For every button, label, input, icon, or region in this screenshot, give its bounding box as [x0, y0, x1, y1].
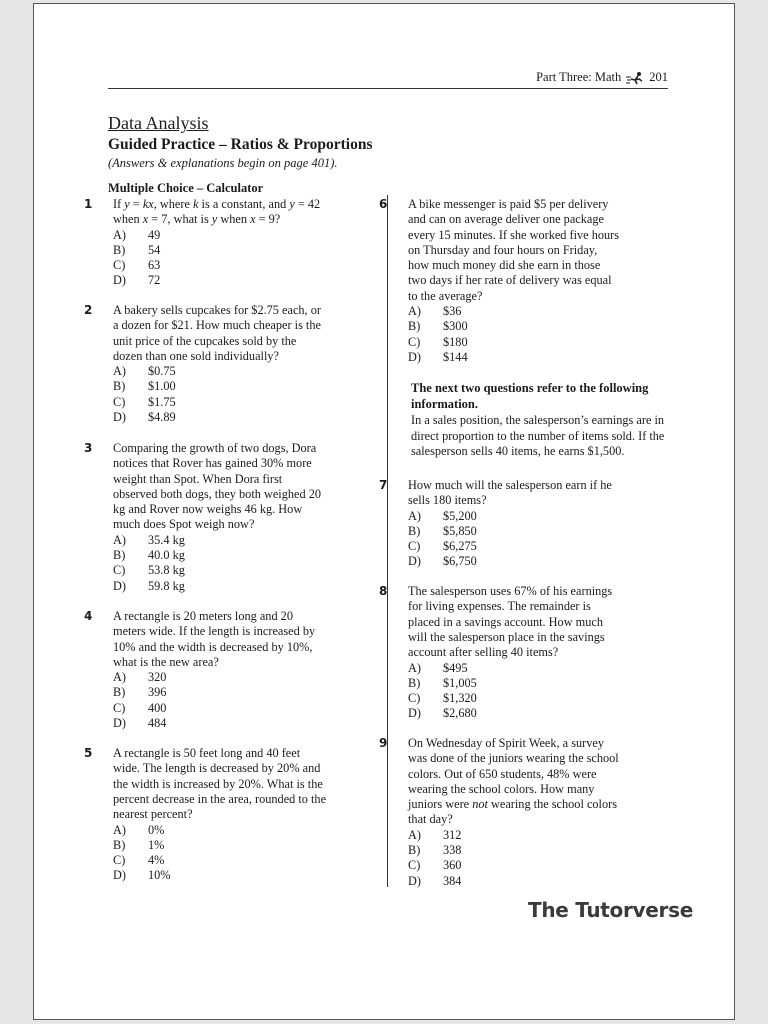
choice-value: $6,275 [443, 539, 477, 554]
stem-line: unit price of the cupcakes sold by the [113, 333, 297, 348]
answer-choice [113, 838, 171, 853]
choice-letter: A) [113, 227, 126, 242]
choice-value: $180 [443, 334, 468, 349]
choice-value: 72 [148, 273, 161, 288]
info-text: In a sales position, the salesperson’s earnings are in direct proportion to the number of items sold. If the salesperson sells 40 items, he earns $1,500. [411, 413, 665, 459]
choice-value: 10% [148, 868, 171, 883]
answer-choices [408, 509, 477, 570]
question-stem [408, 736, 619, 828]
choice-letter: D) [113, 578, 126, 593]
stem-line: A bike messenger is paid $5 per delivery [408, 197, 609, 211]
stem-line: meters wide. If the length is increased by [113, 624, 316, 639]
choice-value: 396 [148, 685, 167, 700]
question-stem [408, 584, 612, 660]
stem-line: every 15 minutes. If she worked five hours [408, 227, 620, 242]
choice-letter: A) [408, 304, 421, 319]
answer-choices [408, 661, 477, 722]
answer-choice [408, 843, 461, 858]
choice-value: $0.75 [148, 364, 176, 379]
question-stem [113, 441, 321, 533]
choice-letter: B) [113, 242, 126, 257]
answers-note: (Answers & explanations begin on page 401). [108, 156, 338, 170]
question-number: 9 [379, 736, 388, 750]
page-number: 201 [649, 70, 668, 84]
subtitle: Guided Practice – Ratios & Proportions [108, 136, 373, 153]
choice-value: 1% [148, 837, 165, 852]
question-number: 1 [84, 197, 93, 211]
answer-choice [408, 828, 461, 843]
answer-choice [113, 868, 171, 883]
answer-choice [113, 243, 160, 258]
document-page [33, 3, 735, 1020]
answer-choice [408, 335, 468, 350]
choice-letter: C) [408, 539, 421, 554]
info-heading: The next two questions refer to the following information. [411, 381, 649, 411]
answer-choice [408, 539, 477, 554]
running-header [536, 70, 668, 85]
answer-choices [408, 828, 461, 889]
choice-value: 59.8 kg [148, 578, 185, 593]
answer-choice [408, 661, 477, 676]
choice-letter: C) [408, 691, 421, 706]
stem-line: that day? [408, 812, 453, 827]
choice-value: $1.75 [148, 394, 176, 409]
stem-line: placed in a savings account. How much [408, 614, 603, 629]
choice-value: $2,680 [443, 706, 477, 721]
stem-line: weight than Spot. When Dora first [113, 471, 283, 486]
choice-value: $144 [443, 349, 468, 364]
answer-choice [113, 364, 176, 379]
choice-letter: D) [113, 410, 126, 425]
choice-letter: A) [113, 364, 126, 379]
question-number: 4 [84, 609, 93, 623]
answer-choice [408, 554, 477, 569]
choice-value: 53.8 kg [148, 563, 185, 578]
choice-letter: A) [408, 827, 421, 842]
answer-choice [113, 670, 166, 685]
choice-value: $1,320 [443, 691, 477, 706]
choice-value: 40.0 kg [148, 548, 185, 563]
answer-choice [408, 350, 468, 365]
answer-choice [408, 691, 477, 706]
choice-letter: D) [408, 349, 421, 364]
choice-letter: D) [408, 554, 421, 569]
choice-value: $4.89 [148, 410, 176, 425]
stem-line: dozen than one sold individually? [113, 348, 279, 363]
question-stem [113, 303, 321, 364]
choice-letter: C) [113, 394, 126, 409]
choice-value: 35.4 kg [148, 532, 185, 547]
choice-value: $1,005 [443, 675, 477, 690]
answer-choices [113, 823, 171, 884]
stem-line: wearing the school colors. How many [408, 781, 595, 796]
stem-line: and can on average deliver one package [408, 212, 604, 227]
choice-value: 338 [443, 843, 462, 858]
stem-line: notices that Rover has gained 30% more [113, 456, 312, 471]
question-number: 3 [84, 441, 93, 455]
question-number: 7 [379, 478, 388, 492]
answer-choice [408, 676, 477, 691]
answer-choice [113, 823, 171, 838]
question-stem [113, 609, 315, 670]
column-divider [387, 195, 388, 887]
stem-line: was done of the juniors wearing the school [408, 751, 619, 766]
choice-value: $300 [443, 319, 468, 334]
choice-value: 63 [148, 258, 161, 273]
stem-line: colors. Out of 650 students, 48% were [408, 766, 597, 781]
choice-letter: D) [408, 873, 421, 888]
choice-letter: C) [113, 853, 126, 868]
choice-value: $5,850 [443, 523, 477, 538]
answer-choice [408, 858, 461, 873]
choice-value: 0% [148, 822, 165, 837]
choice-letter: B) [113, 685, 126, 700]
choice-letter: B) [408, 319, 421, 334]
choice-value: 4% [148, 853, 165, 868]
answer-choice [113, 273, 160, 288]
answer-choice [113, 853, 171, 868]
choice-letter: C) [408, 858, 421, 873]
question-stem [408, 197, 619, 304]
choice-letter: C) [113, 700, 126, 715]
answer-choice [113, 228, 160, 243]
answer-choice [113, 563, 185, 578]
stem-line: the width is increased by 20%. What is the [113, 776, 323, 791]
choice-letter: A) [113, 670, 126, 685]
answer-choice [113, 579, 185, 594]
choice-letter: A) [408, 660, 421, 675]
multiple-choice-heading: Multiple Choice – Calculator [108, 181, 264, 195]
header-rule [108, 88, 668, 89]
stem-line: A rectangle is 50 feet long and 40 feet [113, 746, 301, 760]
stem-line: two days if her rate of delivery was equal [408, 273, 612, 288]
question-number: 2 [84, 303, 93, 317]
choice-letter: B) [408, 523, 421, 538]
answer-choice [113, 258, 160, 273]
runner-icon [625, 71, 645, 85]
answer-choices [113, 533, 185, 594]
answer-choice [113, 379, 176, 394]
choice-value: 49 [148, 227, 161, 242]
choice-letter: D) [113, 716, 126, 731]
answer-choices [113, 670, 166, 731]
answer-choice [408, 874, 461, 889]
choice-value: 312 [443, 827, 462, 842]
choice-letter: D) [113, 273, 126, 288]
running-title: Part Three: Math [536, 70, 622, 84]
choice-value: $36 [443, 304, 462, 319]
question-number: 6 [379, 197, 388, 211]
answer-choices [113, 228, 160, 289]
stem-line: On Wednesday of Spirit Week, a survey [408, 736, 604, 750]
choice-value: $495 [443, 660, 468, 675]
choice-letter: D) [113, 868, 126, 883]
answer-choice [113, 548, 185, 563]
choice-value: 320 [148, 670, 167, 685]
answer-choice [113, 685, 166, 700]
question-stem [408, 478, 612, 509]
stem-line: percent decrease in the area, rounded to the [113, 791, 327, 806]
stem-line: what is the new area? [113, 654, 219, 669]
choice-letter: A) [113, 822, 126, 837]
choice-value: $5,200 [443, 508, 477, 523]
stem-line: A bakery sells cupcakes for $2.75 each, or [113, 303, 321, 317]
stem-line: sells 180 items? [408, 493, 487, 508]
section-title: Data Analysis [108, 113, 209, 133]
stem-line: juniors were not wearing the school colors [408, 797, 618, 812]
stem-line: account after selling 40 items? [408, 645, 559, 660]
stem-line: Comparing the growth of two dogs, Dora [113, 441, 317, 455]
choice-letter: B) [408, 843, 421, 858]
stem-line: wide. The length is decreased by 20% and [113, 761, 321, 776]
answer-choices [408, 304, 468, 365]
choice-value: $1.00 [148, 379, 176, 394]
choice-value: 54 [148, 242, 161, 257]
choice-value: 400 [148, 700, 167, 715]
stem-line: observed both dogs, they both weighed 20 [113, 486, 321, 501]
stem-line: on Thursday and four hours on Friday, [408, 242, 598, 257]
question-stem [113, 746, 326, 822]
question-number: 5 [84, 746, 93, 760]
stem-line: when x = 7, what is y when x = 9? [113, 212, 281, 227]
choice-letter: A) [113, 532, 126, 547]
answer-choices [113, 364, 176, 425]
choice-letter: A) [408, 508, 421, 523]
stem-line: How much will the salesperson earn if he [408, 478, 612, 492]
question-number: 8 [379, 584, 388, 598]
brand-logo: The Tutorverse [528, 898, 693, 922]
stem-line: much does Spot weigh now? [113, 517, 255, 532]
choice-letter: B) [113, 379, 126, 394]
answer-choice [408, 524, 477, 539]
answer-choice [113, 701, 166, 716]
stem-line: for living expenses. The remainder is [408, 599, 591, 614]
choice-value: 360 [443, 858, 462, 873]
answer-choice [408, 304, 468, 319]
stem-line: to the average? [408, 288, 483, 303]
stem-line: will the salesperson place in the savings [408, 629, 605, 644]
answer-choice [408, 319, 468, 334]
choice-letter: C) [408, 334, 421, 349]
answer-choice [408, 509, 477, 524]
stem-line: The salesperson uses 67% of his earnings [408, 584, 613, 598]
question-stem [113, 197, 320, 228]
choice-value: $6,750 [443, 554, 477, 569]
choice-value: 384 [443, 873, 462, 888]
choice-letter: B) [408, 675, 421, 690]
answer-choice [113, 395, 176, 410]
choice-letter: B) [113, 548, 126, 563]
choice-letter: D) [408, 706, 421, 721]
answer-choice [408, 706, 477, 721]
stem-line: a dozen for $21. How much cheaper is the [113, 318, 321, 333]
stem-line: how much money did she earn in those [408, 258, 601, 273]
stem-line: kg and Rover now weighs 46 kg. How [113, 502, 303, 517]
stem-line: 10% and the width is decreased by 10%, [113, 639, 313, 654]
answer-choice [113, 410, 176, 425]
choice-letter: C) [113, 258, 126, 273]
answer-choice [113, 533, 185, 548]
stem-line: A rectangle is 20 meters long and 20 [113, 609, 293, 623]
stem-line: nearest percent? [113, 807, 193, 822]
choice-value: 484 [148, 716, 167, 731]
stem-line: If y = kx, where k is a constant, and y = 42 [113, 197, 321, 211]
answer-choice [113, 716, 166, 731]
choice-letter: B) [113, 837, 126, 852]
choice-letter: C) [113, 563, 126, 578]
